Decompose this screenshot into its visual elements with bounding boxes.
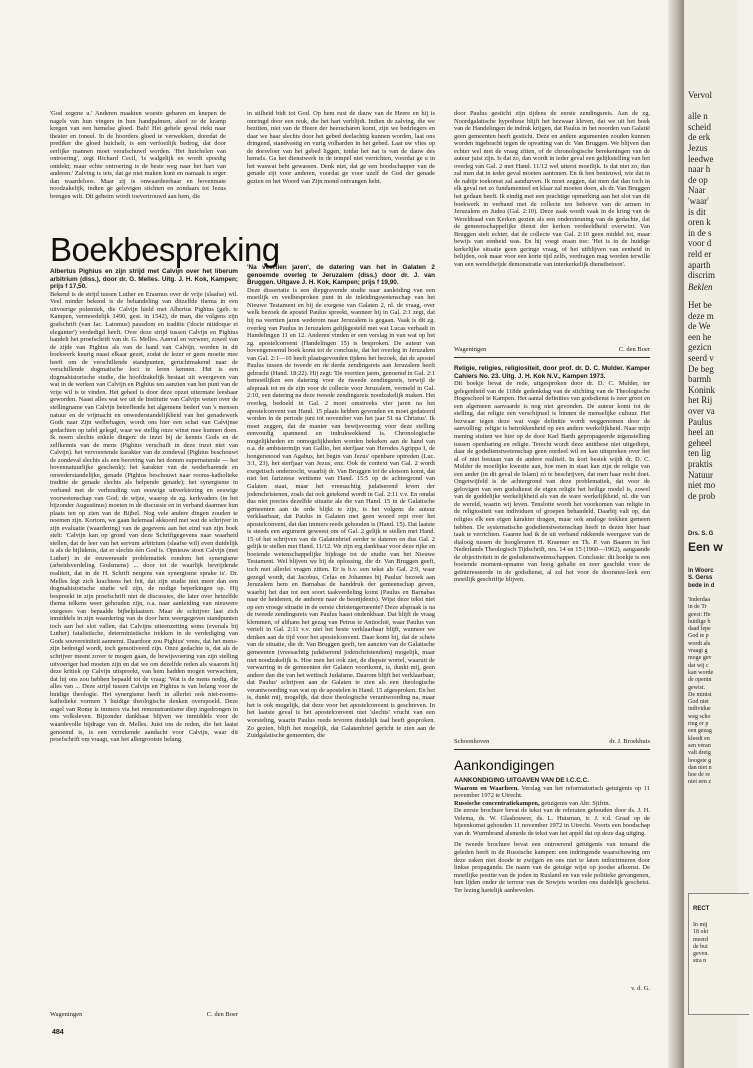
announcement-item-2 bbox=[454, 800, 650, 808]
announcement-item-2-lead: Russische concentratiekampen, bbox=[454, 799, 540, 807]
adjacent-text-line: wordt als bbox=[688, 640, 711, 647]
article-text: in stilheid bidt tot God. Op hem rust de dauw van de Heere en hij is omringd door een reuk, die het hart verblijdt. Indien de zalving, die we bezitten, niet van de Heere der heerscharen komt, zijn we bedriegers en daar we haar slechts door het gebed deelachtig kunnen worden, laat ons dringend, standvastig en vurig volharden in het gebed. Laat uw vlies op de dorsvloer van het gebed liggen, totdat het nat is van de dauw des hemels. Ga het dienstwerk in de tempel niet verrichten, voordat ge u in het waswat hebt gewassen. Denk niet, dat ge een boodschapper van de genade zijt voor anderen, voordat ge voor uzelf de God der genade gezien en het Woord van Zijn mond ontvangen hebt. bbox=[247, 110, 435, 185]
adjacent-text-line bbox=[688, 101, 748, 112]
review-signature bbox=[454, 738, 650, 745]
signature-place: Wageningen bbox=[50, 1011, 83, 1018]
adjacent-subhead bbox=[688, 568, 748, 590]
adjacent-text-line: individue bbox=[688, 706, 711, 713]
article-continuation-col1 bbox=[50, 110, 226, 222]
adjacent-text-line: in de s bbox=[688, 227, 712, 238]
adjacent-text-line: reld er bbox=[688, 248, 712, 259]
adjacent-text-line: moge gev bbox=[688, 655, 712, 662]
adjacent-text-line: seerd v bbox=[688, 352, 714, 363]
adjacent-text-line: de We bbox=[688, 321, 711, 332]
review-pighius bbox=[50, 268, 238, 1003]
book-spine bbox=[668, 0, 684, 1068]
adjacent-text-line: in de Tr bbox=[688, 604, 707, 611]
section-heading: Boekbespreking bbox=[50, 231, 280, 268]
adjacent-text-line: Konink bbox=[688, 384, 715, 395]
divider bbox=[454, 749, 650, 750]
adjacent-text-line: niet mo bbox=[688, 480, 716, 491]
adjacent-text-line: barmh bbox=[688, 374, 711, 385]
adjacent-page bbox=[684, 0, 738, 1068]
adjacent-text-line: de openin bbox=[688, 677, 712, 684]
adjacent-text-line: alle n bbox=[688, 111, 708, 122]
review-title: 'Na veertien jaren', de datering van het in Galaten 2 genoemde overleg te Jeruzalem (diss.) door dr. J. van Bruggen. Uitgave J. H. Kok, Kampen; prijs f 19,90. bbox=[247, 264, 435, 287]
adjacent-lines-top bbox=[688, 90, 748, 281]
signature-author: C. den Boer bbox=[206, 1011, 238, 1018]
adjacent-text-line: dat wij c bbox=[688, 662, 709, 669]
adjacent-text-line: daad lepe bbox=[688, 626, 711, 633]
announcement-item-1 bbox=[454, 785, 650, 800]
box-lines bbox=[693, 922, 753, 966]
adjacent-text-line: kan worde bbox=[688, 669, 714, 676]
adjacent-text-line: Vervol bbox=[688, 90, 712, 100]
adjacent-text-line: aparth bbox=[688, 259, 711, 270]
adjacent-text-line: geest: He bbox=[688, 611, 711, 618]
adjacent-text-line: God te p bbox=[688, 633, 709, 640]
signature-author: dr. J. Broekhuis bbox=[609, 738, 650, 745]
review-continuation-col3 bbox=[454, 110, 650, 342]
box-text-line: de bui bbox=[693, 943, 708, 950]
adjacent-text-line: hoogste g bbox=[688, 757, 712, 764]
adjacent-text-line: een he bbox=[688, 331, 712, 342]
adjacent-author: Drs. S. G bbox=[688, 531, 714, 537]
announcement-paragraph: De eerste brochure bevat de tekst van de referaten gehouden door ds. J. H. Velema, ds. W. Glashouwer, ds. L. Huisman, ir. J. v.d. Graaf op de bijeenkomst gehouden 11 november 1972 in Utrecht. Voorts een boodschap van dr. Wurmbrand alsmede de tekst van het appèl dat op deze dag uitging. bbox=[454, 807, 650, 837]
signature-author: v. d. G. bbox=[631, 985, 650, 992]
adjacent-text-line: leedwe bbox=[688, 153, 714, 164]
adjacent-text-line: Jezus bbox=[688, 142, 708, 153]
adjacent-text-line: ten lig bbox=[688, 448, 711, 459]
adjacent-text-line: een gezag bbox=[688, 728, 712, 735]
adjacent-text-line: De minist bbox=[688, 691, 712, 698]
box-text-line: meerd bbox=[693, 936, 708, 943]
adjacent-text-line: valt dreig bbox=[688, 750, 711, 757]
adjacent-text-line: 'waar' bbox=[688, 195, 709, 206]
adjacent-text-line: Het be bbox=[688, 300, 712, 310]
adjacent-text-line: Natuur bbox=[688, 469, 713, 480]
box-title: RECT bbox=[693, 906, 710, 912]
review-title: Albertus Pighius en zijn strijd met Calvijn over het liberum arbitrium (diss.), door dr. G. Melles. Uitg. J. H. Kok, Kampen; prijs f 17,50. bbox=[50, 268, 238, 291]
adjacent-text-line: weg scho bbox=[688, 713, 711, 720]
adjacent-text-line: Paulus bbox=[688, 416, 713, 427]
review-van-bruggen bbox=[247, 264, 435, 1023]
review-mulder bbox=[454, 365, 650, 584]
adjacent-text-line: de op bbox=[688, 174, 708, 185]
announcement-item-1-text: Verslag van het reformatorisch getuigenis op 11 november 1972 te Utrecht. bbox=[454, 784, 650, 800]
announcement-subhead: AANKONDIGING UITGAVEN VAN DE I.C.C.C. bbox=[454, 777, 590, 784]
adjacent-text-line: over va bbox=[688, 405, 715, 416]
adjacent-text-line: geheel bbox=[688, 437, 712, 448]
review-signature bbox=[50, 1011, 238, 1018]
adjacent-text-line: ring er p bbox=[688, 721, 709, 728]
adjacent-text-line: Naar bbox=[688, 185, 706, 196]
announcement-paragraph: De tweede brochure bevat een ontroerend getuigenis van iemand die geleden heeft in de Russische kampen: een indringende waarschuwing om deze zaken niet doode te zwijgen en ons niet te laten indoctrineren door linkse propaganda. De naam van de getuige wijst op joodse afkomst. De moeilijke positie van de joden in Rusland en van vele politieke gevangenen, hun lijden onder de terreur van de Sowjets worden ons duidelijk geschetst. Ter lezing hartelijk aanbevolen. bbox=[454, 841, 650, 894]
adjacent-text-line: het Rij bbox=[688, 395, 713, 406]
box-text-line: 18 okt bbox=[693, 929, 709, 936]
announcement-item-2-text: getuigenis van Abr. Sjifrin. bbox=[539, 799, 611, 807]
adjacent-label: Beklen bbox=[688, 282, 713, 292]
adjacent-subhead-line: S. Gerss bbox=[688, 575, 713, 582]
adjacent-text-line: dan niet n bbox=[688, 764, 712, 771]
adjacent-text-line: scheid bbox=[688, 121, 711, 132]
adjacent-text-line: 'Inderdaa bbox=[688, 597, 711, 603]
adjacent-title: Een w bbox=[688, 540, 723, 554]
box-text-line: In mij bbox=[693, 922, 708, 928]
announcements-body bbox=[454, 777, 650, 981]
adjacent-subhead-line: In Woorc bbox=[688, 568, 714, 574]
adjacent-text-line: huidige b bbox=[688, 618, 711, 625]
review-signature bbox=[454, 346, 650, 353]
adjacent-lines-mid bbox=[688, 300, 748, 501]
announcements-heading: Aankondigingen bbox=[454, 757, 555, 773]
review-body: Deze dissertatie is een diepgravende studie naar aanleiding van een moeilijk en veelbesproken punt in de inleidingswetenschap van het Nieuwe Testament en bij de exegese van Galaten 2, nl. de vraag, over welk bezoek de apostel Paulus spreekt, wanneer hij in Gal. 2:1 zegt, dat hij na veertien jaren wederom naar Jeruzalem is gegaan. Vaak is dit zg. overleg van Paulus in Jeruzalem gelijkgesteld met wat Lucas verhaalt in Handelingen 11 en 12. Anderen vinden er een verslag in van wat op het zg. apostelconvent (Handelingen 15) is besproken. De auteur van bovengenoemd boek komt tot de conclusie, dat het overleg in Jeruzalem van Gal. 2:1—10 heeft plaatsgevonden tijdens het bezoek, dat de apostel Paulus tussen de tweede en de derde zendingsreis aan Jeruzalem heeft gebracht (Hand. 18:22). Hij zegt: 'De veertien jaren, genoemd in Gal. 2:1 bemoeilijken een datering voor de tweede zendingsreis, terwijl de afspraak tot en de zijn voor de collecte voor Jeruzalem, vermeld in Gal. 2:10, een datering na deze tweede zendingsreis noodzakelijk maken. Het overleg, bedoeld in Gal. 2 moet omstreeks vier jaren na het apostelconvent van Hand. 15 plaats hebben gevonden en moet gedateerd worden in de periode juni tot november van het jaar 51 na Christus'. Ik moet zeggen, dat de manier van bewijsvoering voor deze stelling eenvoudig spannend en indrukwekkend is. Chronologische mogelijkheden en onmogelijkheden worden bekeken aan de hand van o.a. de ambtstermijn van Gallio, het sterfjaar van Herodes Agrippa I, de hongersnood van Agabus, het begin van Jezus' openbare optreden (Luc. 3:1, 23), het sterfjaar van Jezus, enz. Ook de context van Gal. 2 wordt exegetisch onderzocht, waarbij dr. Van Bruggen tot de slotsom komt, dat niet het farizeese wettisme van Hand. 15:5 op de achtergrond van Galaten staat, maar het vreesachtig judaïserend leven der jodenchristenen, zoals dat ook getekend wordt in Gal. 2:11 v.v. En omdat dus niet precies dezelfde situatie als die van Hand. 15 in de Galatische gemeenten aan de orde blijkt te zijn, is het volgens de auteur verklaarbaar, dat Paulus in Galaten met geen woord rept over het apostelconvent, dat dan immers reeds gehouden is (Hand. 15). Dat laatste is steeds een argument geweest om of Gal. 2 gelijk te stellen met Hand. 15 of het schrijven van de Galatenbrief eerder te dateren en dus Gal. 2 gelijk te stellen met Hand. 11/12. We zijn erg dankbaar voor deze rijke en boeiende wetenschappelijke bijdrage tot de studie van het Nieuwe Testament. Wel blijven we bij de oplossing, die dr. Van Bruggen geeft, toch met allerlei vragen zitten. Er is b.v. een tekst als Gal. 2:9, waar gezegd wordt, dat Jacobus, Cefas en Johannes bij Paulus' bezoek aan Jeruzalem hem en Barnabas de handdruk der gemeenschap geven, waarbij het dan tot een soort taakverdeling komt (Paulus en Barnabas naar de heidenen, de anderen naar de besnijdenis). Wijst deze tekst niet op een vroege situatie in de eerste christengemeente? Deze afspraak is na de tweede zendingsreis van Paulus haast ondenkbaar. Dat blijft de vraag klemmen, of althans het gezag van Petrus te Antiochië, waar Paulus van vertelt in Gal. 2:11 v.v. niet het beste verklaarbaar blijft, wanneer we denken aan de tijd voor het apostelconvent. Daar komt bij, dat de schets van de situatie, die dr. Van Bruggen geeft, ten aanzien van de Galatische gemeenten (vreesachtig judaïserend jodenchristendom) mogelijk, maar niet noodzakelijk is. Hoe men het ook ziet, de diepste wortel, waaruit de verwarring in de gemeenten der Galaten voortkomt, is, dunkt mij, geen andere dan die van het wettisch Judaïsme. Daarom blijft het verklaarbaar, dat Paulus' schrijven aan de Galaten te zien als een theologische verantwoording van wat op de apostelen in Hand. 15 afgesproken. En het is, dunkt mij, mogelijk, dat deze theologische verantwoording na, maar het is ook mogelijk, dat deze voor het apostelconvent is geschreven. In het laatste geval is het apostelconvent niet 'slechts' vrucht van een worsteling, waarin Paulus reeds tevoren duidelijk taal heeft gesproken. Zo gezien, blijft het mogelijk, dat Galatenbrief gericht te zien aan de Zuidgalatische gemeenten, die bbox=[247, 286, 436, 740]
adjacent-text-line: God niet bbox=[688, 699, 709, 706]
adjacent-text-line: naar h bbox=[688, 164, 711, 175]
announcement-item-1-lead: Waarom en Waarheen. bbox=[454, 784, 519, 792]
box-text-line: stra n bbox=[693, 958, 707, 965]
adjacent-text-line: de erk bbox=[688, 132, 711, 143]
signature-author: C. den Boer bbox=[618, 346, 650, 353]
adjacent-text-line: voor d bbox=[688, 238, 712, 249]
adjacent-text-line: niet een z bbox=[688, 779, 711, 786]
page-number: 484 bbox=[52, 1029, 64, 1036]
adjacent-text-line: De beg bbox=[688, 363, 714, 374]
adjacent-subhead-line: bede in d bbox=[688, 582, 715, 589]
signature-place: Wageningen bbox=[454, 346, 487, 353]
article-continuation-col2 bbox=[247, 110, 435, 222]
adjacent-text-line: heel an bbox=[688, 427, 714, 438]
adjacent-text-line: vraagt g bbox=[688, 648, 708, 655]
adjacent-box bbox=[688, 893, 749, 1015]
review-title: Religie, religies, religiositeit, door prof. dr. D. C. Mulder. Kamper Cahiers No. 23. Uitg. J. H. Kok N.V., Kampen 1973. bbox=[454, 365, 650, 380]
box-text-line: geven. bbox=[693, 951, 709, 958]
review-body: Bekend is de strijd tussen Luther en Erasmus over de vrije (slaafse) wil. Veel minder bekend is de behandeling van ditzelfde thema in een uitvoerige polemiek, die Calvijn hield met Albertus Pighius (geb. te Kampen, vermoedelijk 1490, gest. in 1542), de man, die volgens zijn grafschrift (van Jac. Latomus) pausdom en traditie ('docte nitidoque et eleganter') verdedigd heeft. Over deze strijd tussen Calvijn en Pighius handelt het proefschrift van dr. G. Melles. Aanval en verweer, zowel van de zijde van Pighius als van de hand van Calvijn, worden in dit boekwerk keurig naast elkaar gezet, zodat de lezer er geen moeite mee heeft om de verschillende standpunten, geruchtmakend naar de verschillende dogmatische loci te leren kennen. Het is een dogmahistorische studie, die hoofdzakelijk bestaat uit weergeven van wat in de werken van Calvijn en Pighius ten aanzien van het punt van de vrije wil is te vinden. Het geheel is door deze opzet uitermate leesbaar geworden. Naast alles wat we uit de Institutie van Calvijn weten over de stellingname van Calvijn betreffende het algemene bederf van 's mensen natuur en de vrijmacht en onwederstandelijkheid van het genadewerk Gods naar Zijn welbehagen, wordt ons hier een schat van Calvijnse gedachten op tafel gelegd, waar we stellig onze winst mee kunnen doen. Ik noem slechts enkele dingen: de inzet bij de kennis Gods en de zelfkennis van de mens (Pighius verschuilt in deze inzet niet van Calvijn). het vervoortende karakter van de zondeval (Pighius beschouwt de zondeval slechts als een beroving van het donum supernaturale — het bovennatuurlijke geschenk); het karakter van de wederbarende en onwederstandelijke, genade (Pighius beschouwt naar rooms-katholieke traditie de genade slechts als helpende genade); het synergisme in verband met de verhouding van eeuwige uitverkiezing en eeuwige voorwetenschap van God; de wijze, waarop de zg. kerkvaders (in het bijzonder Augustinus) moeten in de discussie en in verband daarmee hun plaats ten op zien van de Bijbel. Nog vele andere dingen zouden te noemen zijn. Kortom, we gaan helemaal akkoord met wat de schrijver in zijn evaluatie (waardering) van de gegevens aan het eind van zijn boek stelt: 'Calvijn kan op grond van deze Schriftgegevens naar waarheid stellen, dat de leer van het servum arbitrium (slaafse wil) even duidelijk is als de bijlidenis, dat er slechts één God is. Opnieuw stoot Calvijn (met Luther) in de eeuwenoude problematiek rondom het synergisme (arbeidsverdeling Godsmens) ... door tot de waarlijk bevrijdende realiteit, dat in de H. Schrift nergens van synergisme sprake is'. Dr. Melles legt zich krachtens het feit, dat zijn studie niet meer dan een dogmahistorische studie wil zijn, de nodige beperkingen op. Hij bespreekt in zijn proefschrift niet de discussies, die later over hetzelfde thema telkens weer gehouden zijn, o.a. naar aanleiding van nieuwere exegeses van bepaalde bijbelplaatsen. Maar de schrijver laat zich inmiddels in zijn waardering van de door hem weergegeven standpunten toch aan het slot vallen, dat Calvijns uiteenzetting soms (evenals bij Luther) fatalistische, deterministische trekken in de verdediging van Gods souvereiniteit aannemt. Daardoor zou Pighius' vrees, dat het mens-zijn bedreigd wordt, toch gemotiveerd zijn. Onze gedachte is, dat als de schrijver meent zover te mogen gaan, de bewijsvoering van zijn stelling uitvoeriger had moeten zijn en dat we om dezelfde reden als waarom hij deze kritiek op Calvijn uitspreekt, van hem hadden mogen verwachten, dat hij ons zou hebben bepaald tot de vraag: 'Wat is de mens nodig, die alles van ... Deze strijd tussen Calvijn en Pighius is van belang voor de huidige theologie. Het synergisme heeft in allerlei ook niet-rooms-katholieke vormen 't huidige theologische denken overspoeld. Deze angel van Rome is immers via het remonstrantisme diep ingedrongen in ons volksleven. Bijzonder dankbaar blijven we inmiddels voor de waardevolle bijdrage van dr. Melles. Juist om de reden, die het laatst genoemd is, is een verrekende aandacht voor Calvijn, waar dit proefschrift om vraagt, van het allergrootste belang. bbox=[50, 290, 238, 744]
adjacent-text-line: gezicn bbox=[688, 342, 712, 353]
adjacent-text-line: is dit bbox=[688, 206, 706, 217]
announcement-signature bbox=[454, 985, 650, 992]
adjacent-text-line: kleedt en bbox=[688, 735, 710, 742]
adjacent-text-line: de prob bbox=[688, 490, 716, 501]
adjacent-text-line: gewist. bbox=[688, 684, 706, 691]
adjacent-text-line: discrim bbox=[688, 270, 715, 281]
adjacent-text-line: deze m bbox=[688, 310, 714, 321]
review-text: door Paulus gesticht zijn tijdens de eerste zendingsreis. Aan de zg. Noordgalatische hypothese blijft het bezwaar kleven, dat we uit het boek van de Handelingen de indruk krijgen, dat Paulus in het noorden van Galatië geen gemeenten heeft gesticht. Deze en andere argumenten zouden kunnen worden ingebracht tegen de opvatting van dr. Van Bruggen. We blijven dan echter wel met de vraag zitten, of de chronologische berekeningen van de auteur juist zijn. Is dat zo, dan wordt in ieder geval een gelijkstelling van het overleg van Gal. 2 met Hand. 11/12 wel uiterst moeilijk. Is dat niet zo, dan zal men dat in ieder geval moeten aantonen. En ik ben benieuwd, wie dat in de nabije toekomst zal aandurven. Ik moet zeggen, dat men dat dan toch in elk geval net zo fundamenteel en klaar zal moeten doen, als dr. Van Bruggen het gedaan heeft. Ik eindig met een prachtige opmerking aan het slot van dit boekwerk in verband met de collecte ten behoeve van de armen in Jeruzalem en Judea (Gal. 2:10). Deze zaak wordt vaak in de kring van de Wereldraad van Kerken gezien als een ondersteuning van de gedachte, dat de gemeenschappelijke dienst der kerken verdeeldheid overwint. Van Bruggen stelt echter, dat de collecte van Gal. 2:10 geen middel tot, maar bewijs van eenheid was. En hij voegt eraan toe: 'Het is in de huidige kerkelijke situatie geen geringe vraag, of het uitblijven van eenheid in belijden, ook maar voor een korte tijd zelfs, verdragen mag worden terwille van een wereldwijde demonstratie van interkerkelijk dienstbetoon'. bbox=[454, 110, 650, 268]
adjacent-text-line: sen veran bbox=[688, 742, 711, 749]
adjacent-text-line: hoe de re bbox=[688, 772, 710, 779]
adjacent-lines-small bbox=[688, 597, 748, 787]
divider bbox=[454, 357, 650, 358]
article-text: 'God zegene u.' Anderen maakten woeste gebaren en knepen de nagels van hun vingers in hun handpalmen, alsof ze de kramp kregen van een hemelse gloed. Bah! Het gehele geval riekt naar theater en toneel. In de hoorders gloed te verwekken, doordat de prediker die gloed huichelt, is een verfoeilijk bedrog, dat door eerlijke mannen moet verafschuwd worden. 'Het huichelen van ontroering', zegt Richard Cecil, 'is walgelijk en wordt spoedig ontdekt; maar echte ontroering is de beste weg naar het hart van anderen.' Zalving is iets, dat ge niet maken kunt en namaak is erger dan waardeloos. Maar zij is onwaardeerbaar en bovenmate noodzakelijk, indien ge gelovigen stichten en zondaars tot Jezus brengen wilt. Dit geheim wordt toevertrouwd aan hem, die bbox=[50, 110, 226, 201]
adjacent-text-line: praktis bbox=[688, 458, 713, 469]
signature-place: Schoonhoven bbox=[454, 738, 490, 745]
adjacent-text-line: oren k bbox=[688, 217, 711, 228]
review-body: Dit boekje bevat de rede, uitgesproken door dr. D. C. Mulder, ter gelegenheid van de 118de gedenkdag van de stichting van de Theologische Hogeschool te Kampen. Het aantal definities van godsdienst is zeer groot en een algemeen aanvaarde is nog niet gevonden. De auteur komt tot de stelling, dat religie een verschijnsel is binnen de menselijke cultuur. Het bezwaar tegen deze wat vage definitie wordt weggenomen door de aanvulling: religie is betrokkenheid op een andere werkelijkheid. Naar mijn mening stuiten we hier op de door Karl Barth gepropageerde tegenstelling tussen openbaring en religie. Terecht wordt deze antithese niet uitgediept, daar de godsdienstwetenschap geen oordeel wil en kan uitspreken over het al of niet bestaan van de andere realiteit. In kort bestek wijdt dr. D. C. Mulder de moeilijke kwestie aan, hoe men in staat kan zijn de religie van een ander (in dit geval de Islam) zó te beschrijven, dat men haar recht doet. Ongetwijfeld is de achtergrond van deze problematiek, dat voor de gelovigen van een godsdienst de eigen religie het heilige model is, zowel van de goddelijke werkelijkheid als van de ware werkelijkheid, nl. die van de wereld, waarin wij leven. Tenslotte wordt het voorkomen van religie in de religiositeit van individuen of groepen behandeld. Daarbij valt op, dat religies elk een eigen karakter dragen, maar ook analoge trekken gemeen hebben. De systematische godsdienstwetenschap heeft in dezen hier haar taak te verrichten. Gaarne had ik de uit verband rukkende weergave van de dialoog tussen de hoogleraren H. Kraemer en Th. P. van Baaren in het Nederlands Theologisch Tijdschrift, nrs. 14 en 15 (1960—1962), aangaande de objectiviteit in de godsdienstwetenschappen. Conclusie: dit boekje is een boeiende moment-opname van hoog gehalte en zeer geschikt voor de geïnteresseerde in de godsdienst, al zal het voor de doorsnee-leek een moeilijk geschriftje blijven. bbox=[454, 380, 650, 584]
